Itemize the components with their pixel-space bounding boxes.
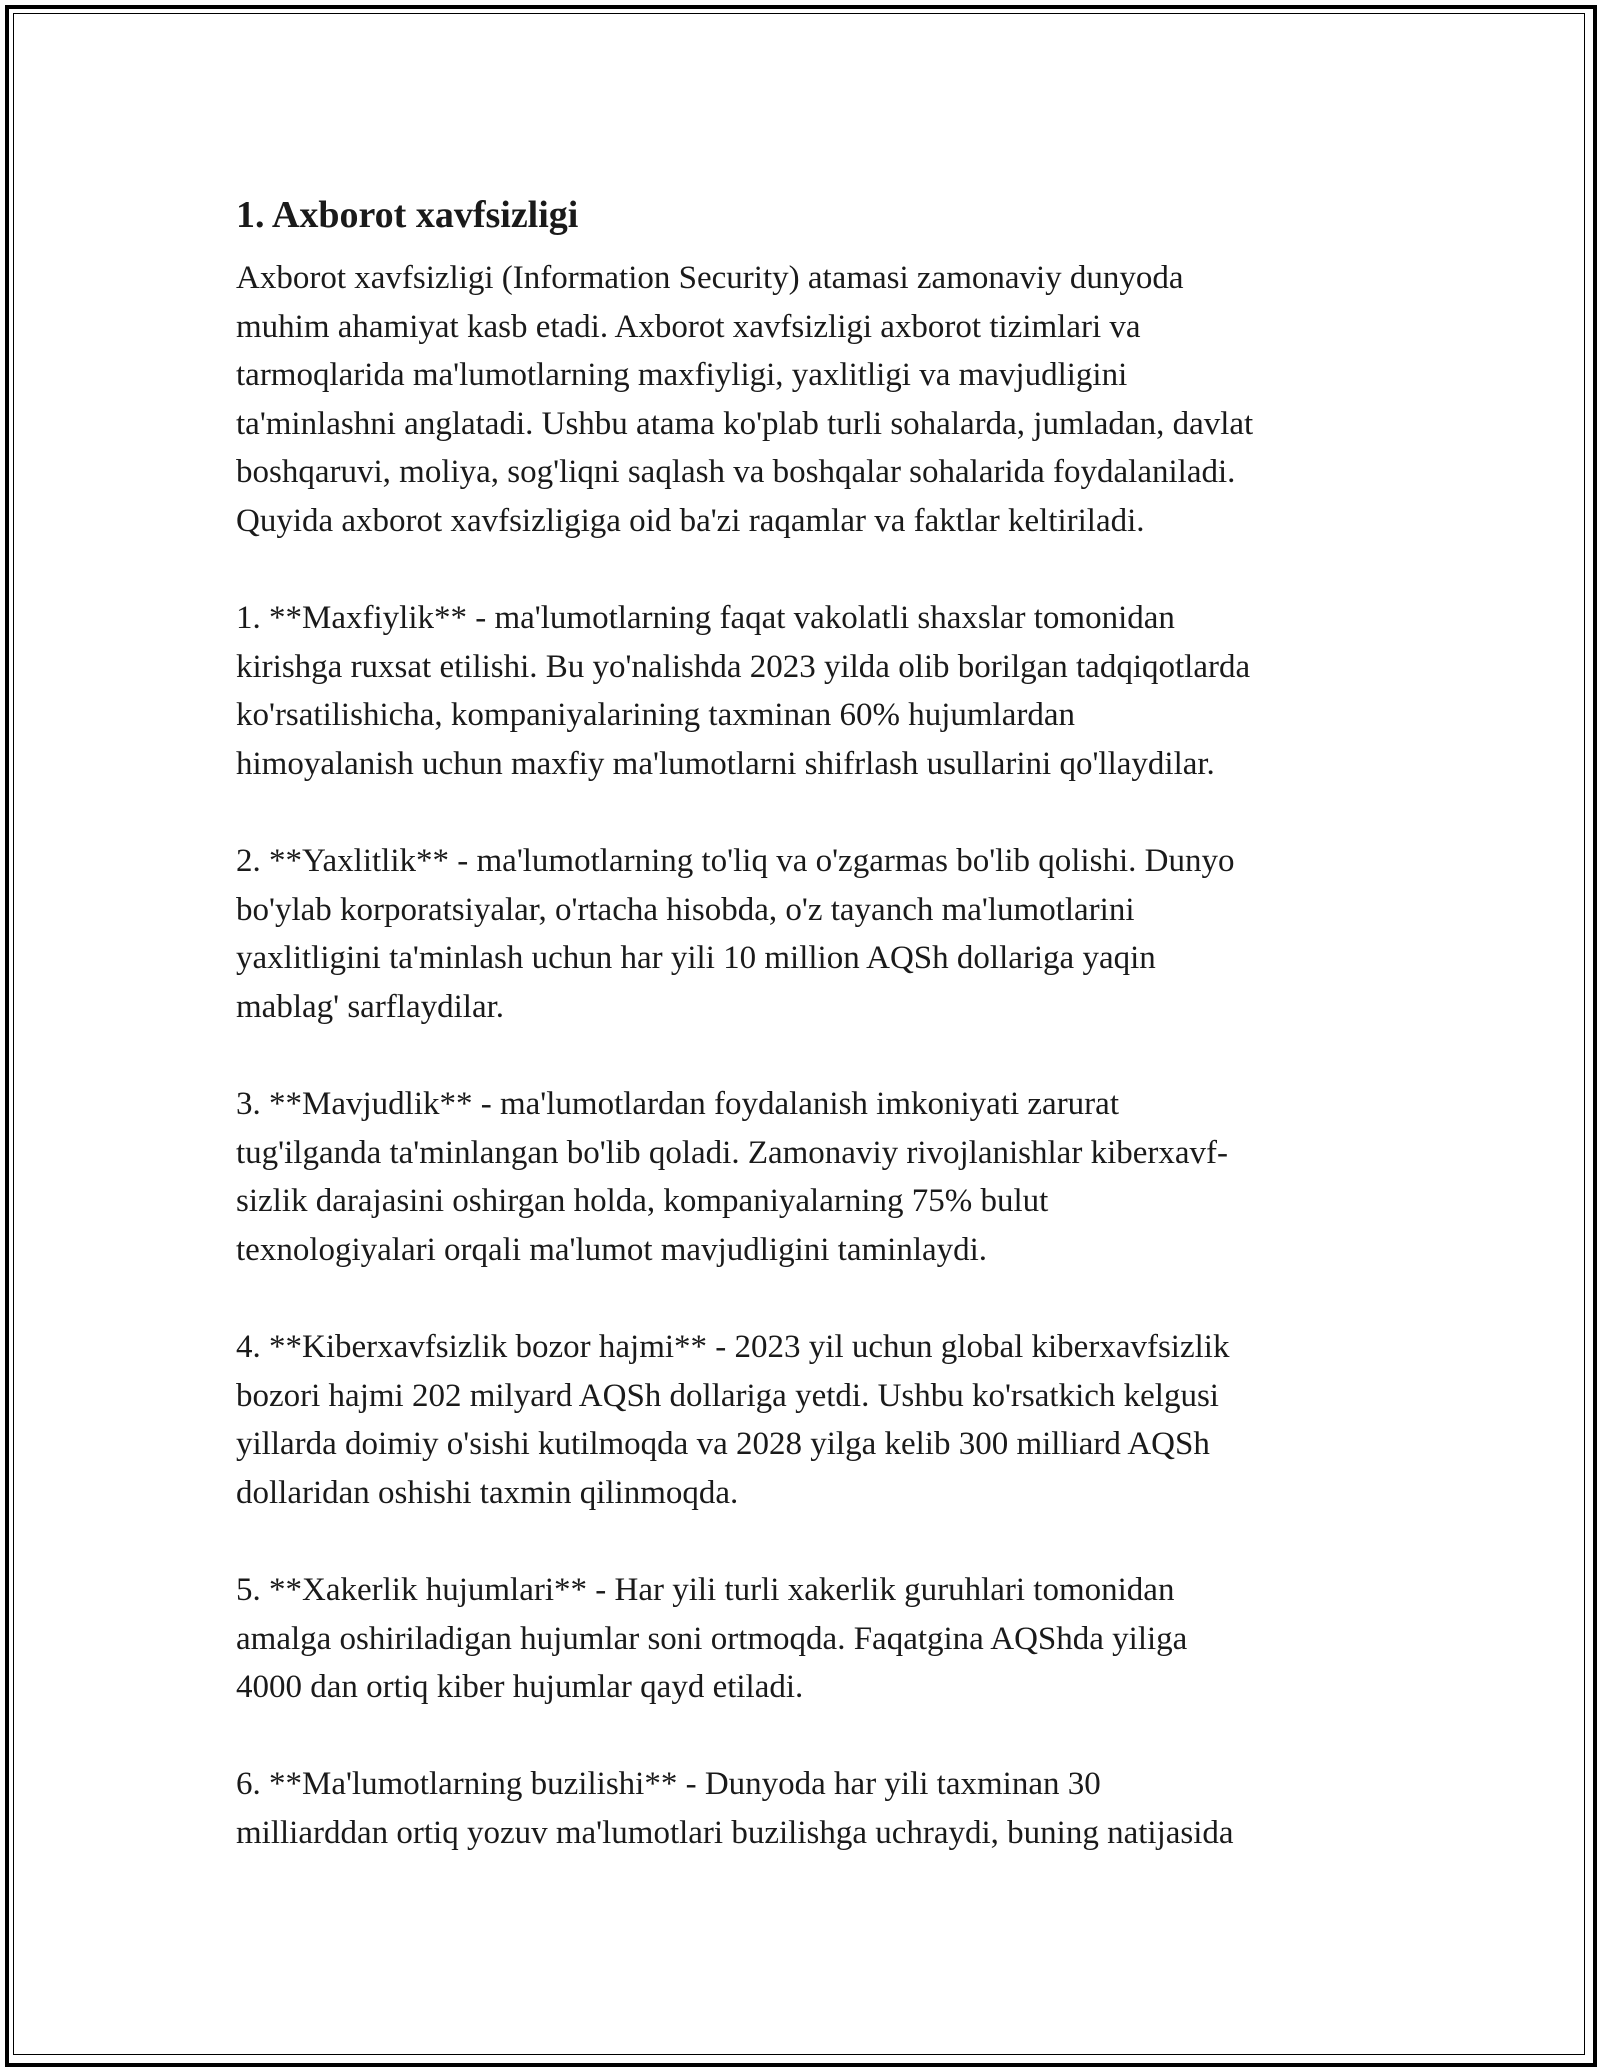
document-body [236,186,1396,1858]
section-heading: 1. Axborot xavfsizligi [236,194,579,236]
text-line: tarmoqlarida ma'lumotlarning maxfiyligi, yaxlitligi va mavjudligini [236,357,1128,394]
paragraph-gap [236,546,1396,595]
text-line: 5. **Xakerlik hujumlari** - Har yili turli xakerlik guruhlari tomonidan [236,1572,1175,1609]
text-line: yillarda doimiy o'sishi kutilmoqda va 2028 yilga kelib 300 milliard AQSh [236,1426,1210,1463]
paragraph-gap [236,1517,1396,1566]
paragraph-item-6 [236,1760,1396,1857]
text-line: 4000 dan ortiq kiber hujumlar qayd etiladi. [236,1669,804,1706]
text-line: himoyalanish uchun maxfiy ma'lumotlarni shifrlash usullarini qo'llaydilar. [236,745,1215,782]
paragraph-gap [236,1712,1396,1761]
text-line: dollaridan oshishi taxmin qilinmoqda. [236,1474,739,1511]
paragraph-item-4 [236,1323,1396,1517]
text-line: 4. **Kiberxavfsizlik bozor hajmi** - 2023 yil uchun global kiberxavfsizlik [236,1329,1230,1366]
text-line: bozori hajmi 202 milyard AQSh dollariga yetdi. Ushbu ko'rsatkich kelgusi [236,1377,1219,1414]
text-line: yaxlitligini ta'minlash uchun har yili 10 million AQSh dollariga yaqin [236,940,1156,977]
paragraph-item-1 [236,594,1396,788]
text-line: bo'ylab korporatsiyalar, o'rtacha hisobda, o'z tayanch ma'lumotlarini [236,891,1135,928]
text-line: 1. **Maxfiylik** - ma'lumotlarning faqat vakolatli shaxslar tomonidan [236,600,1175,637]
text-line: muhim ahamiyat kasb etadi. Axborot xavfsizligi axborot tizimlari va [236,308,1141,345]
text-line: 3. **Mavjudlik** - ma'lumotlardan foydalanish imkoniyati zarurat [236,1086,1119,1123]
text-line: milliarddan ortiq yozuv ma'lumotlari buzilishga uchraydi, buning natijasida [236,1815,1234,1851]
paragraph-item-5 [236,1566,1396,1712]
paragraph-gap [236,1032,1396,1081]
text-line: ta'minlashni anglatadi. Ushbu atama ko'plab turli sohalarda, jumladan, davlat [236,405,1254,442]
text-line: sizlik darajasini oshirgan holda, kompaniyalarning 75% bulut [236,1183,1049,1220]
paragraph-intro [236,254,1396,546]
text-line: texnologiyalari orqali ma'lumot mavjudligini taminlaydi. [236,1231,988,1268]
text-line: Quyida axborot xavfsizligiga oid ba'zi raqamlar va faktlar keltiriladi. [236,502,1145,539]
text-line: Axborot xavfsizligi (Information Security) atamasi zamonaviy dunyoda [236,260,1184,296]
text-line: kirishga ruxsat etilishi. Bu yo'nalishda 2023 yilda olib borilgan tadqiqotlarda [236,648,1251,685]
text-line: 6. **Ma'lumotlarning buzilishi** - Dunyoda har yili taxminan 30 [236,1766,1101,1803]
paragraph-gap [236,1274,1396,1323]
paragraph-item-2 [236,837,1396,1031]
text-line: mablag' sarflaydilar. [236,988,505,1025]
text-line: boshqaruvi, moliya, sog'liqni saqlash va boshqalar sohalarida foydalaniladi. [236,454,1236,491]
paragraph-item-3 [236,1080,1396,1274]
text-line: 2. **Yaxlitlik** - ma'lumotlarning to'liq va o'zgarmas bo'lib qolishi. Dunyo [236,843,1235,880]
text-line: tug'ilganda ta'minlangan bo'lib qoladi. Zamonaviy rivojlanishlar kiberxavf- [236,1134,1228,1171]
paragraph-gap [236,789,1396,838]
text-line: amalga oshiriladigan hujumlar soni ortmoqda. Faqatgina AQShda yiliga [236,1620,1188,1657]
text-line: ko'rsatilishicha, kompaniyalarining taxminan 60% hujumlardan [236,697,1076,734]
